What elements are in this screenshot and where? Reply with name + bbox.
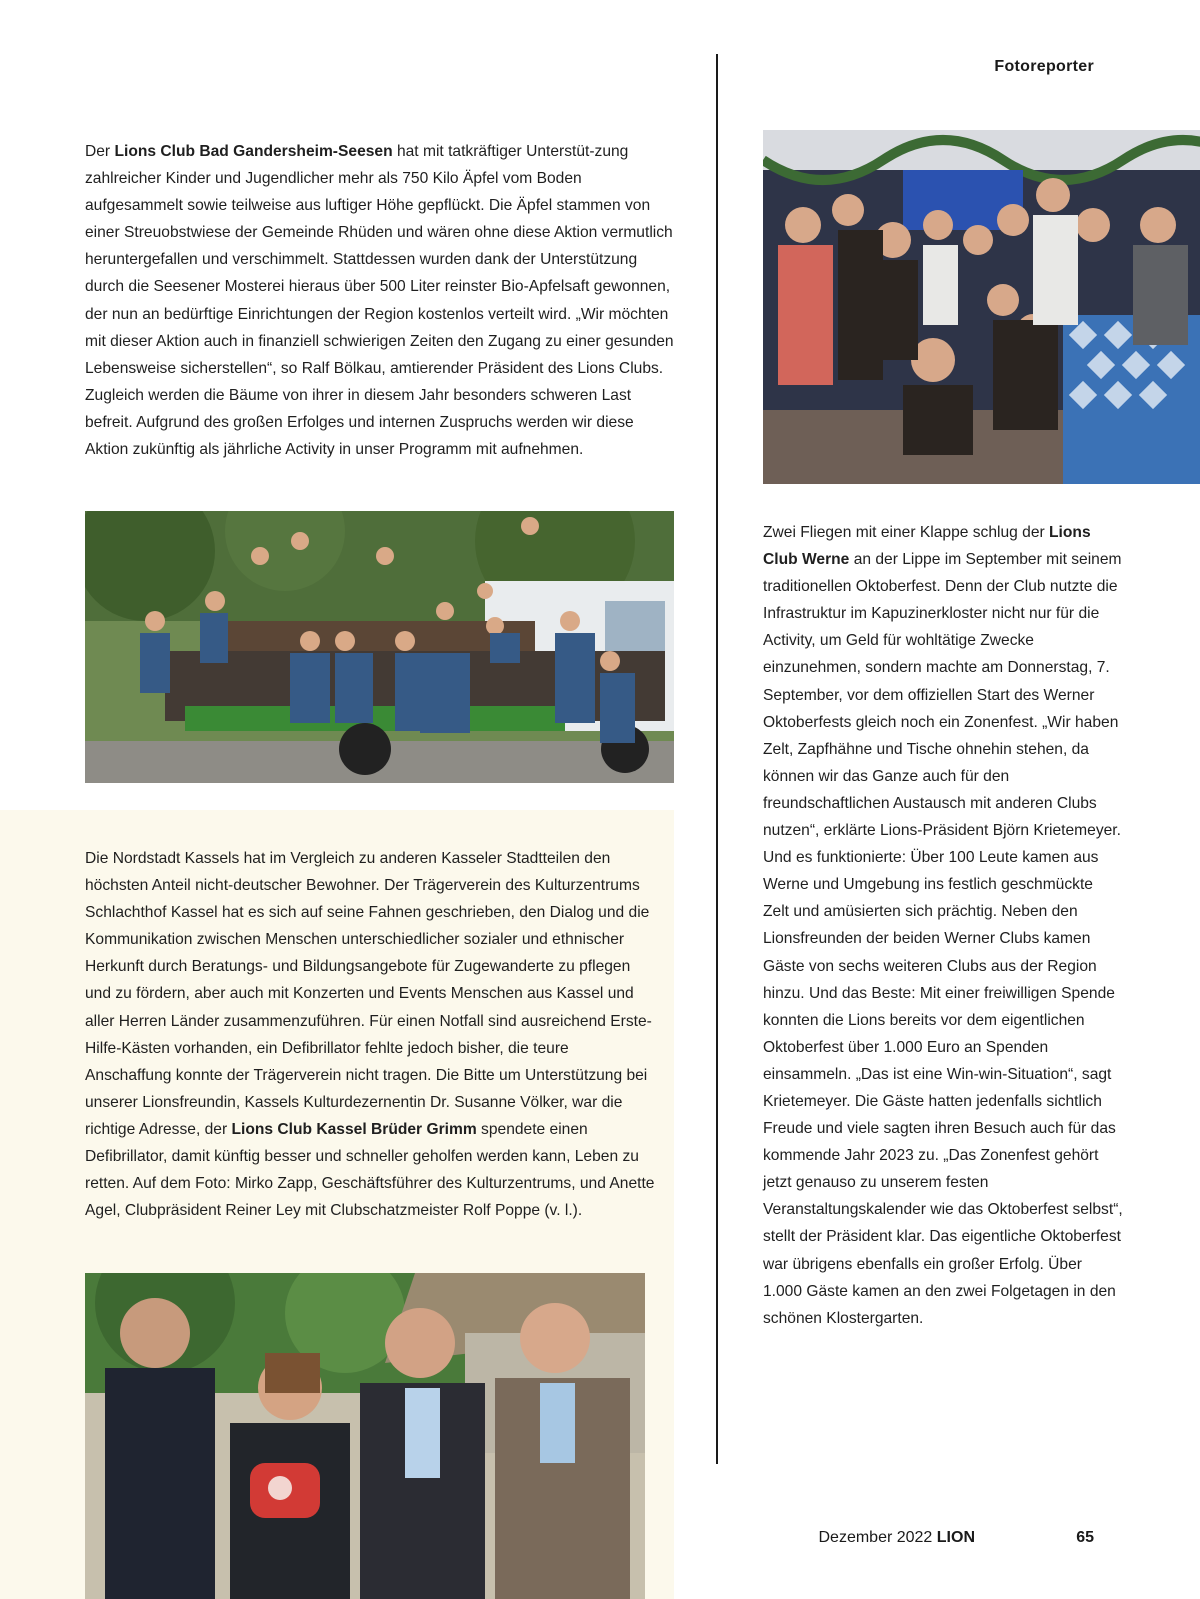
oktoberfest-photo <box>763 130 1200 484</box>
article-gandersheim-text <box>85 138 675 463</box>
section-label: Fotoreporter <box>994 58 1094 75</box>
footer-magazine-name: LION <box>936 1529 975 1546</box>
apple-harvest-photo <box>85 511 674 783</box>
club-name: Lions Club Bad Gandersheim-Seesen <box>114 143 393 160</box>
article-text-segment: hat mit tatkräftiger Unterstüt-zung zahlreicher Kinder und Jugendlicher mehr als 750 Kilo Äpfel vom Boden aufgesammelt sowie teilweise aus luftiger Höhe gepflückt. Die Äpfel stammen von einer Streuobstwiese der Gemeinde Rhüden und wären ohne diese Aktion vermutlich heruntergefallen und verschimmelt. Stattdessen wurden dank der Unterstützung durch die Seesener Mosterei hieraus über 500 Liter reinster Bio-Apfelsaft gewonnen, der nun an bedürftige Einrichtungen der Region kostenlos verteilt wird. „Wir möchten mit dieser Aktion auch in finanziell schwierigen Zeiten den Zugang zu einer gesunden Lebensweise sicherstellen“, so Ralf Bölkau, amtierender Präsident des Lions Clubs. Zugleich werden die Bäume von ihrer in diesem Jahr besonders schweren Last befreit. Aufgrund des großen Erfolges und internen Zuspruchs werden wir diese Aktion zukünftig als jährliche Activity in unser Programm mit aufnehmen. <box>85 143 674 459</box>
club-name: Lions Club Werne <box>763 524 1091 569</box>
defibrillator-photo <box>85 1273 645 1599</box>
footer-issue-date: Dezember 2022 <box>818 1529 933 1546</box>
footer-issue <box>818 1529 975 1547</box>
article-text-segment: spendete einen Defibrillator, damit künftig besser und schneller geholfen werden kann, Leben zu retten. Auf dem Foto: Mirko Zapp, Geschäftsführer des Kulturzentrums, und Anette Agel, Clubpräsident Reiner Ley mit Clubschatzmeister Rolf Poppe (v. l.). <box>85 1120 655 1220</box>
article-kassel-text <box>85 845 655 1224</box>
club-name: Lions Club Kassel Brüder Grimm <box>231 1120 477 1138</box>
page-number: 65 <box>1076 1529 1094 1546</box>
article-text-segment: Zwei Fliegen mit einer Klappe schlug der <box>763 524 1050 541</box>
article-werne-text <box>763 519 1123 1332</box>
column-divider <box>716 54 718 1464</box>
article-text-segment: Die Nordstadt Kassels hat im Vergleich zu anderen Kasseler Stadtteilen den höchsten Anteil nicht-deutscher Bewohner. Der Trägerverein des Kulturzentrums Schlachthof Kassel hat es sich auf seine Fahnen geschrieben, den Dialog und die Kommunikation zwischen Menschen unterschiedlicher sozialer und ethnischer Herkunft durch Beratungs- und Bildungsangebote für Zugewanderte zu pflegen und zu fördern, aber auch mit Konzerten und Events Menschen aus Kassel und aller Herren Länder zusammenzuführen. Für einen Notfall sind ausreichend Erste-Hilfe-Kästen vorhanden, ein Defibrillator fehlte jedoch bisher, die teure Anschaffung konnte der Trägerverein nicht tragen. Die Bitte um Unterstützung bei unserer Lionsfreundin, Kassels Kulturdezernentin Dr. Susanne Völker, war die richtige Adresse, der <box>85 850 652 1138</box>
article-text-segment: Der <box>85 143 115 160</box>
article-text-segment: an der Lippe im September mit seinem traditionellen Oktoberfest. Denn der Club nutzte die Infrastruktur im Kapuzinerkloster nicht nur für die Activity, um Geld für wohltätige Zwecke einzunehmen, sondern machte am Donnerstag, 7. September, vor dem offiziellen Start des Werner Oktoberfests gleich noch ein Zonenfest. „Wir haben Zelt, Zapfhähne und Tische ohnehin stehen, da können wir das Ganze auch für den freundschaftlichen Austausch mit anderen Clubs nutzen“, erklärte Lions-Präsident Björn Krietemeyer. Und es funktionierte: Über 100 Leute kamen aus Werne und Umgebung ins festlich geschmückte Zelt und amüsierten sich prächtig. Neben den Lionsfreunden der beiden Werner Clubs kamen Gäste von sechs weiteren Clubs aus der Region hinzu. Und das Beste: Mit einer freiwilligen Spende konnten die Lions bereits vor dem eigentlichen Oktoberfest über 1.000 Euro an Spenden einsammeln. „Das ist eine Win-win-Situation“, sagt Krietemeyer. Die Gäste hatten jedenfalls sichtlich Freude und viele sagten ihren Besuch auch für das kommende Jahr 2023 zu. „Das Zonenfest gehört jetzt genauso zu unserem festen Veranstaltungskalender wie das Oktoberfest selbst“, stellt der Präsident klar. Das eigentliche Oktoberfest war übrigens ebenfalls ein großer Erfolg. Über 1.000 Gäste kamen an den zwei Folgetagen in den schönen Klostergarten. <box>763 551 1123 1327</box>
